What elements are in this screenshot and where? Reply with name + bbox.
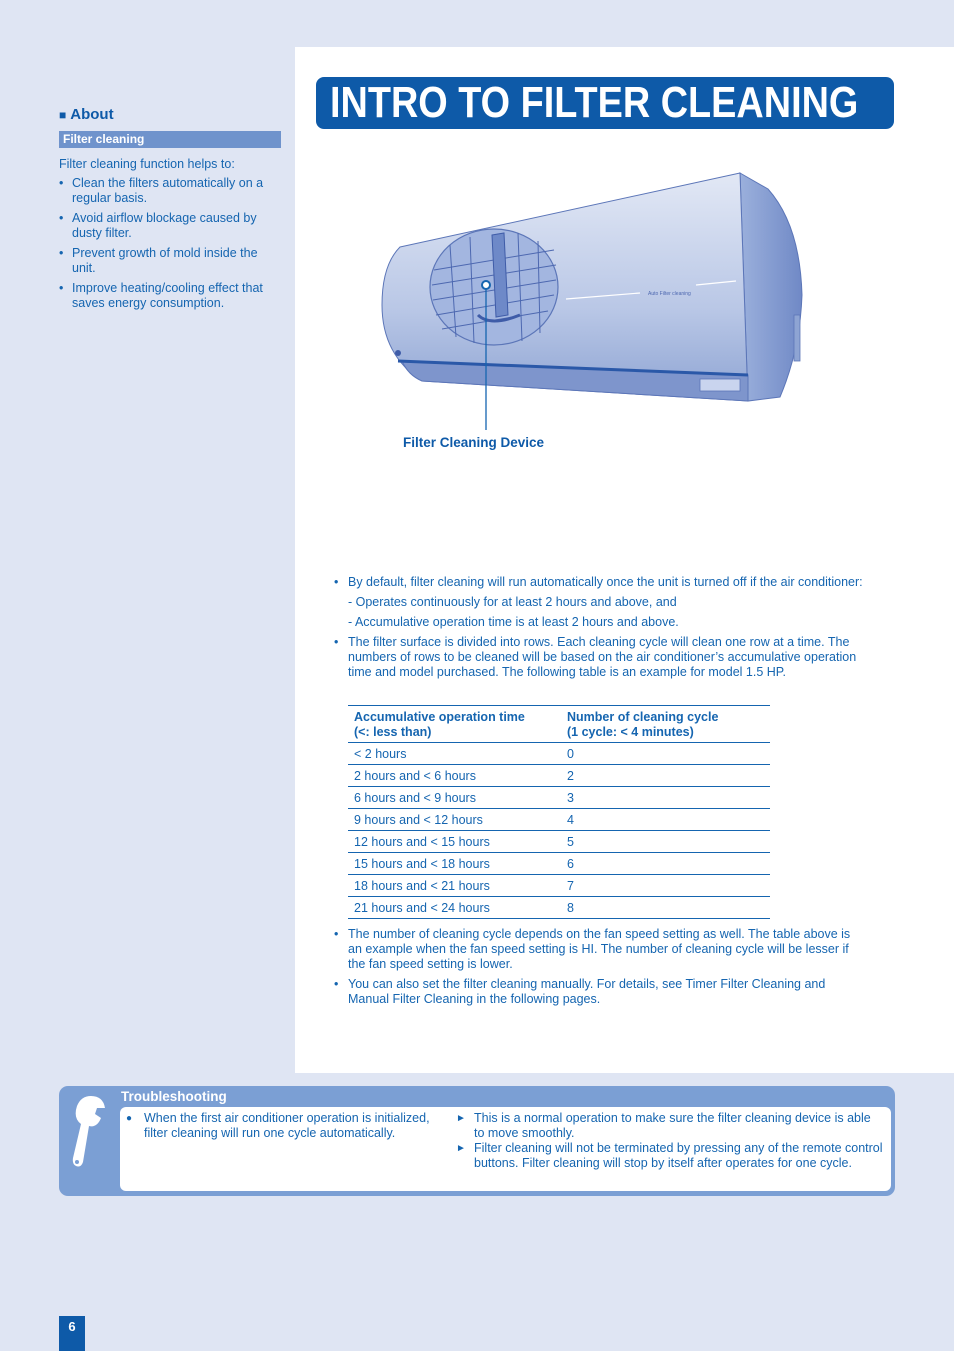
table-cell: 9 hours and < 12 hours bbox=[348, 809, 561, 831]
filter-cleaning-subheading: Filter cleaning bbox=[59, 131, 281, 148]
arrow-bullet-icon: ► bbox=[456, 1113, 466, 1124]
table-cell: 6 hours and < 9 hours bbox=[348, 787, 561, 809]
table-cell: 12 hours and < 15 hours bbox=[348, 831, 561, 853]
table-header-row bbox=[348, 706, 770, 743]
troubleshooting-box bbox=[59, 1086, 895, 1196]
page-title: INTRO TO FILTER CLEANING bbox=[330, 78, 859, 127]
list-item: ● When the first air conditioner operation is initialized, filter cleaning will run one cycle automatically. bbox=[126, 1111, 430, 1140]
square-bullet-icon: ■ bbox=[59, 108, 67, 122]
wrench-icon bbox=[69, 1092, 109, 1172]
list-item: ► This is a normal operation to make sure the filter cleaning device is able to move smoothly. bbox=[456, 1111, 871, 1140]
list-item: • You can also set the filter cleaning manually. For details, see Timer Filter Cleaning and Manual Filter Cleaning in the following pages. bbox=[334, 977, 866, 1007]
table-cell: 21 hours and < 24 hours bbox=[348, 897, 561, 919]
sidebar-about bbox=[59, 106, 281, 316]
troubleshooting-content bbox=[120, 1107, 891, 1191]
page-title-bar bbox=[316, 77, 894, 129]
table-cell: 0 bbox=[561, 743, 770, 765]
sidebar-intro: Filter cleaning function helps to: bbox=[59, 157, 235, 171]
figure-label: Filter Cleaning Device bbox=[403, 435, 545, 450]
list-item: • Avoid airflow blockage caused by dusty filter. bbox=[59, 211, 281, 241]
table-cell: 8 bbox=[561, 897, 770, 919]
table-cell: 4 bbox=[561, 809, 770, 831]
troubleshooting-condition bbox=[126, 1111, 446, 1141]
table-cell: 6 bbox=[561, 853, 770, 875]
list-item: • By default, filter cleaning will run automatically once the unit is turned off if the air conditioner: bbox=[334, 575, 866, 590]
list-item: • Prevent growth of mold inside the unit. bbox=[59, 246, 281, 276]
arrow-bullet-icon: ► bbox=[456, 1143, 466, 1154]
list-subitem: - Accumulative operation time is at least 2 hours and above. bbox=[348, 615, 679, 629]
list-item: ► Filter cleaning will not be terminated by pressing any of the remote control buttons. Filter cleaning will stop by itself after operates for one cycle. bbox=[456, 1141, 883, 1170]
cleaning-cycle-table bbox=[348, 705, 770, 919]
unit-label-text: Auto Filter cleaning bbox=[648, 291, 691, 297]
page-number: 6 bbox=[59, 1316, 85, 1351]
column-header-time: Accumulative operation time (<: less than) bbox=[354, 710, 525, 739]
table-cell: 5 bbox=[561, 831, 770, 853]
table-cell: 3 bbox=[561, 787, 770, 809]
table-row bbox=[348, 787, 770, 809]
table-cell: 7 bbox=[561, 875, 770, 897]
air-conditioner-illustration bbox=[370, 165, 820, 455]
air-conditioner-icon bbox=[370, 165, 820, 455]
description-bullets-bottom bbox=[334, 927, 866, 1007]
list-item: • The filter surface is divided into rows. Each cleaning cycle will clean one row at a time. The numbers of rows to be cleaned will be based on the air conditioner’s accumulative operation time and model purchased. The following table is an example for model 1.5 HP. bbox=[334, 635, 866, 680]
list-item: • The number of cleaning cycle depends on the fan speed setting as well. The table above is an example when the fan speed setting is HI. The number of cleaning cycle will be lesser if the fan speed setting is lower. bbox=[334, 927, 866, 972]
description-bullets-top bbox=[334, 575, 866, 680]
sidebar-benefit-list bbox=[59, 176, 281, 311]
table-row bbox=[348, 853, 770, 875]
table-cell: 15 hours and < 18 hours bbox=[348, 853, 561, 875]
table-row bbox=[348, 743, 770, 765]
table-cell: < 2 hours bbox=[348, 743, 561, 765]
table-row bbox=[348, 809, 770, 831]
table-row bbox=[348, 765, 770, 787]
table-cell: 2 bbox=[561, 765, 770, 787]
list-item: • Improve heating/cooling effect that saves energy consumption. bbox=[59, 281, 281, 311]
column-header-cycles: Number of cleaning cycle (1 cycle: < 4 minutes) bbox=[567, 710, 719, 739]
table-row bbox=[348, 875, 770, 897]
table-row bbox=[348, 897, 770, 919]
troubleshooting-title: Troubleshooting bbox=[121, 1089, 227, 1104]
dot-bullet-icon: ● bbox=[126, 1113, 133, 1124]
about-heading: ■ About bbox=[59, 106, 114, 123]
table-row bbox=[348, 831, 770, 853]
table-cell: 18 hours and < 21 hours bbox=[348, 875, 561, 897]
troubleshooting-explanation bbox=[456, 1111, 884, 1171]
table-cell: 2 hours and < 6 hours bbox=[348, 765, 561, 787]
list-item: • Clean the filters automatically on a regular basis. bbox=[59, 176, 281, 206]
list-subitem: - Operates continuously for at least 2 hours and above, and bbox=[348, 595, 677, 609]
